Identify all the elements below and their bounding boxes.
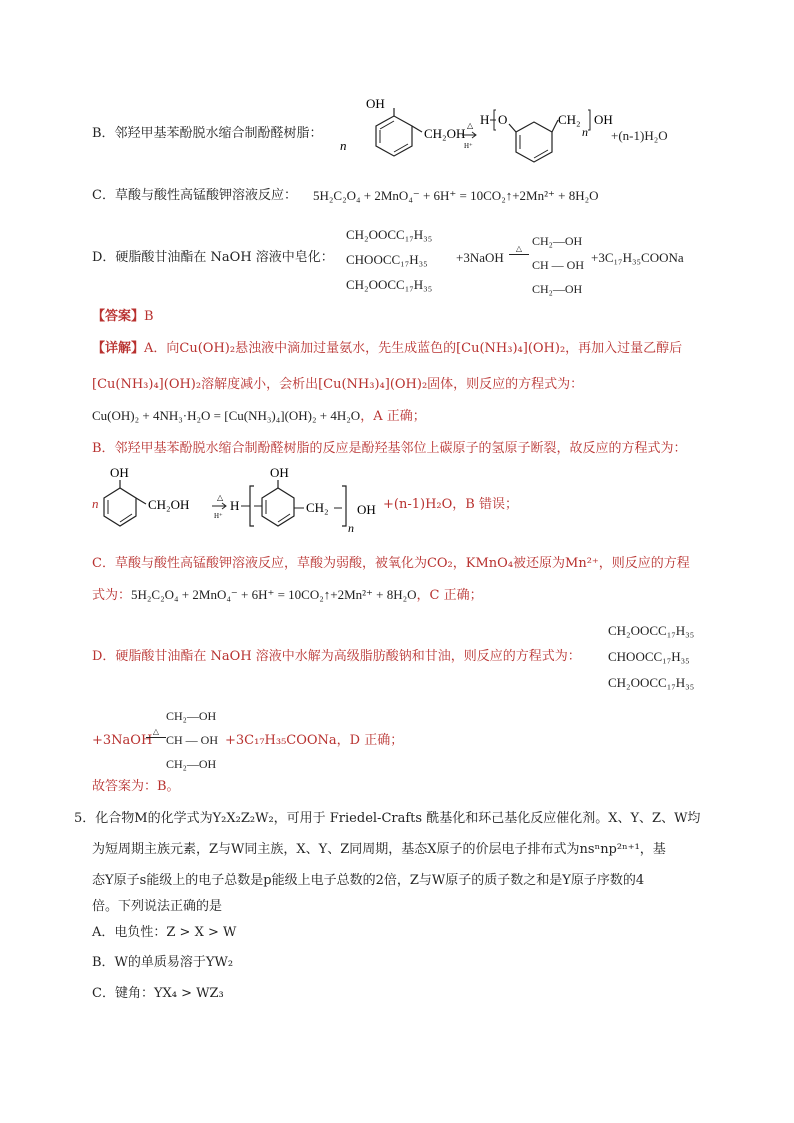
explain-chem-n: n	[92, 496, 99, 511]
explain-c-prefix: 式为：	[92, 588, 132, 603]
q5-line2: 为短周期主族元素，Z与W同主族，X、Y、Z同周期，基态X原子的价层电子排布式为nsⁿnp²ⁿ⁺¹，基	[92, 842, 666, 857]
q5-option-a: A．电负性：Z > X > W	[92, 925, 237, 940]
explain-d-mid: +3NaOH	[92, 733, 153, 748]
explain-stearin-1: CH₂OOCC₁₇H₃₅	[608, 623, 695, 638]
explain-delta: △	[217, 493, 224, 502]
q4-b-tail: +(n-1)H₂O	[611, 128, 668, 143]
explain-glycerol-3: CH₂—OH	[166, 757, 217, 771]
answer-line	[92, 308, 154, 326]
chem-h: H	[480, 112, 490, 127]
explain-a-eq: Cu(OH)₂ + 4NH₃·H₂O = [Cu(NH₃)₄](OH)₂ + 4H₂O	[92, 408, 361, 423]
chem-n: n	[340, 138, 347, 153]
explain-arrow-delta	[146, 727, 166, 738]
glycerol-line-1: CH₂—OH	[532, 234, 583, 248]
glycerol-structure	[532, 229, 584, 301]
explain-chem-ch2: CH₂	[306, 500, 329, 515]
stearin-line-2: CHOOCC₁₇H₃₅	[346, 252, 428, 267]
explain-conclusion: 故答案为：B。	[92, 779, 180, 794]
explain-chem-ch2oh: CH₂OH	[148, 497, 190, 512]
explain-chem-oh: OH	[110, 465, 129, 480]
q4-option-c-label: C．草酸与酸性高锰酸钾溶液反应：	[92, 188, 297, 203]
explain-tag: 【详解】	[92, 341, 145, 356]
glycerol-line-3: CH₂—OH	[532, 282, 583, 296]
stearin-line-3: CH₂OOCC₁₇H₃₅	[346, 277, 433, 292]
q5-line4: 倍。下列说法正确的是	[92, 899, 223, 914]
answer-tag: 【答案】	[92, 309, 145, 324]
explain-b-line: B．邻羟甲基苯酚脱水缩合制酚醛树脂的反应是酚羟基邻位上碳原子的氢原子断裂，故反应的方程式为：	[92, 441, 687, 456]
explain-arrow-delta-mark: △	[152, 727, 160, 736]
chem-delta: △	[467, 121, 474, 130]
q5-line1: 5．化合物M的化学式为Y₂X₂Z₂W₂，可用于 Friedel-Crafts 酰基化和环己基化反应催化剂。X、Y、Z、W均	[74, 811, 701, 826]
explain-c-line2	[92, 586, 483, 605]
chem-ch2: CH₂	[558, 112, 581, 127]
explain-b-structure	[90, 462, 390, 542]
chem-ch2oh: CH₂OH	[424, 126, 466, 141]
q5-option-c: C．键角：YX₄ > WZ₃	[92, 986, 224, 1001]
stearin-structure	[346, 222, 432, 297]
explain-c-line1: C．草酸与酸性高锰酸钾溶液反应，草酸为弱酸，被氧化为CO₂，KMnO₄被还原为Mn²⁺，则反应的方程	[92, 556, 690, 571]
glycerol-line-2: CH — OH	[532, 258, 585, 272]
explain-b-tail: +(n-1)H₂O，B 错误；	[383, 497, 518, 512]
chem-o: O	[498, 112, 508, 127]
explain-d-line: D．硬脂酸甘油酯在 NaOH 溶液中水解为高级脂肪酸钠和甘油，则反应的方程式为：	[92, 649, 581, 664]
explain-stearin-3: CH₂OOCC₁₇H₃₅	[608, 675, 695, 690]
chem-hplus: H⁺	[464, 142, 473, 150]
explain-c-eq: 5H₂C₂O₄ + 2MnO₄⁻ + 6H⁺ = 10CO₂↑+2Mn²⁺ + 8H₂O	[131, 587, 417, 602]
q4-b-reaction-structure	[336, 92, 636, 182]
stearin-line-1: CH₂OOCC₁₇H₃₅	[346, 227, 433, 242]
explain-stearin-2: CHOOCC₁₇H₃₅	[608, 649, 690, 664]
benzene-ring	[376, 116, 412, 156]
q4-option-d-label: D．硬脂酸甘油酯在 NaOH 溶液中皂化：	[92, 250, 334, 265]
explain-stearin-structure	[608, 618, 694, 696]
svg-text:n: n	[348, 521, 354, 535]
svg-text:n: n	[582, 125, 588, 139]
arrow-delta	[509, 244, 529, 255]
explain-c-tail: ，C 正确；	[416, 588, 483, 603]
explain-a-line1	[92, 340, 682, 358]
q4-c-equation: 5H₂C₂O₄ + 2MnO₄⁻ + 6H⁺ = 10CO₂↑+2Mn²⁺ + 8H₂O	[313, 188, 599, 203]
explain-glycerol-structure	[166, 704, 218, 776]
explain-a-text1: A．向Cu(OH)₂悬浊液中滴加过量氨水，先生成蓝色的[Cu(NH₃)₄](OH)₂，再加入过量乙醇后	[144, 341, 683, 356]
q4-d-tail: +3C₁₇H₃₅COONa	[591, 250, 684, 265]
explain-hplus: H⁺	[214, 512, 223, 520]
q4-option-b-label: B．邻羟甲基苯酚脱水缩合制酚醛树脂：	[92, 126, 323, 141]
explain-chem-oh2: OH	[270, 465, 289, 480]
explain-glycerol-1: CH₂—OH	[166, 709, 217, 723]
explain-glycerol-2: CH — OH	[166, 733, 219, 747]
q4-d-mid: +3NaOH	[456, 250, 504, 265]
explain-chem-oh-end: OH	[357, 502, 376, 517]
explain-a-line2: [Cu(NH₃)₄](OH)₂溶解度减小，会析出[Cu(NH₃)₄](OH)₂固体，则反应的方程式为：	[92, 377, 584, 392]
explain-a-eq-line	[92, 407, 426, 426]
answer-value: B	[144, 309, 154, 324]
arrow-delta-mark: △	[515, 244, 523, 253]
explain-d-tail: +3C₁₇H₃₅COONa，D 正确；	[225, 733, 404, 748]
explain-a-eq-tail: ，A 正确；	[360, 409, 426, 424]
explain-chem-h: H	[230, 498, 240, 513]
chem-oh: OH	[366, 96, 385, 111]
q5-line3: 态Y原子s能级上的电子总数是p能级上电子总数的2倍，Z与W原子的质子数之和是Y原子序数的4	[92, 873, 645, 888]
q5-option-b: B．W的单质易溶于YW₂	[92, 955, 234, 970]
chem-oh-end: OH	[594, 112, 613, 127]
